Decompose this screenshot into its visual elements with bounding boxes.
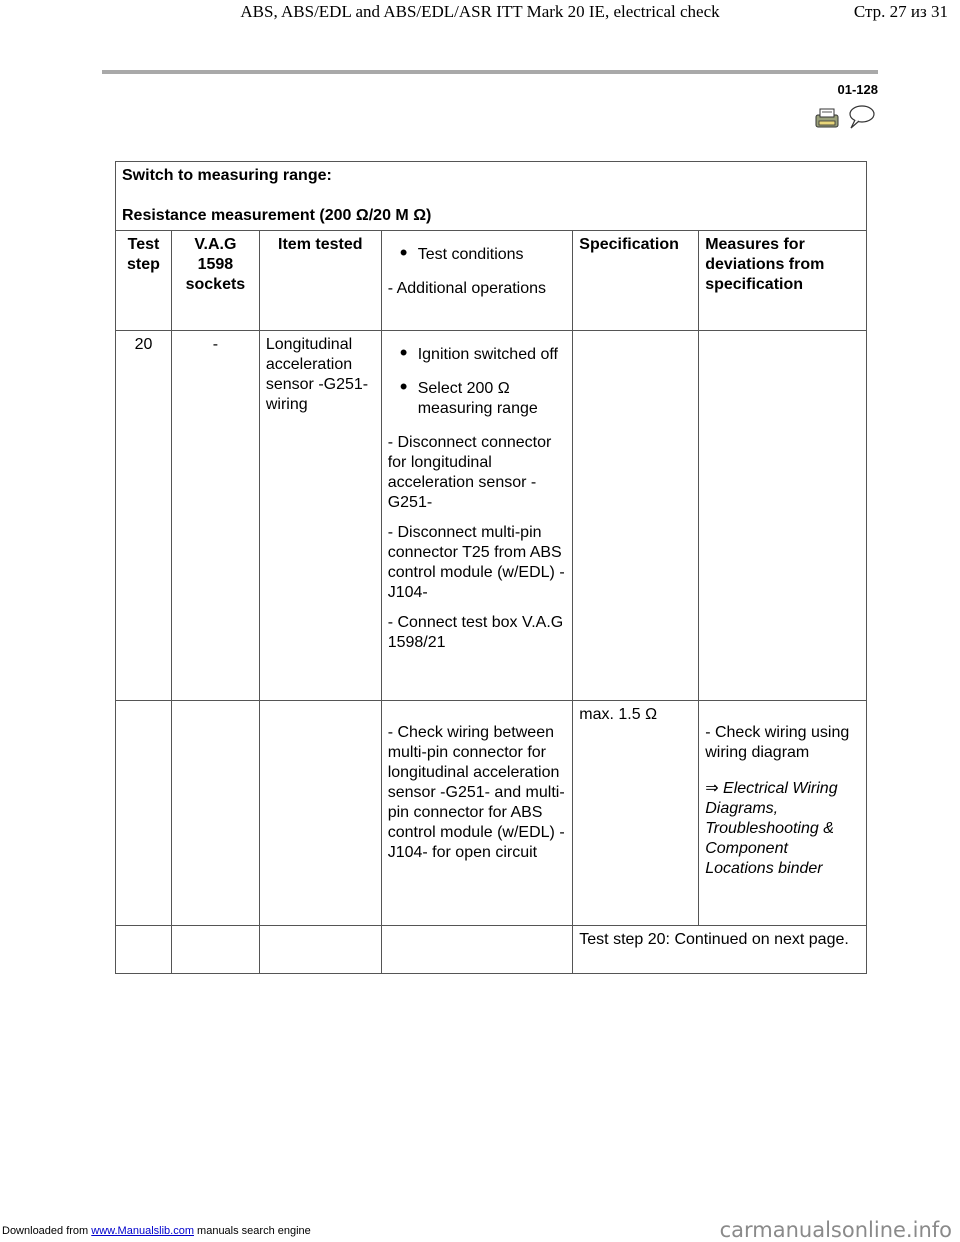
conditions-cell xyxy=(381,701,573,926)
header-bullet: • Test conditions xyxy=(388,245,567,265)
col-header-conditions xyxy=(381,231,573,331)
continued-note: Test step 20: Continued on next page. xyxy=(573,926,867,974)
table-row xyxy=(116,701,867,926)
sockets-cell: - xyxy=(171,331,259,701)
conditions-cell xyxy=(381,331,573,701)
wiring-diagram-link[interactable]: ⇒ Electrical Wiring Diagrams, Troubleshooting & Component Locations binder xyxy=(705,780,838,877)
col-header-step: Test step xyxy=(116,231,172,331)
doc-number: 01-128 xyxy=(837,82,878,97)
speech-bubble-icon[interactable] xyxy=(846,104,876,130)
spec-cell xyxy=(573,331,699,701)
footer-suffix: manuals search engine xyxy=(193,1225,311,1237)
col-header-spec: Specification xyxy=(573,231,699,331)
step-cell xyxy=(116,926,172,974)
step-cell: 20 xyxy=(116,331,172,701)
spec-cell: max. 1.5 Ω xyxy=(573,701,699,926)
intro-row xyxy=(116,162,867,231)
header-rule xyxy=(102,70,878,74)
intro-line-1: Switch to measuring range: xyxy=(122,167,332,184)
table-row xyxy=(116,926,867,974)
measures-cell xyxy=(699,331,867,701)
col-header-sockets: V.A.G 1598 sockets xyxy=(171,231,259,331)
operation-step: - Disconnect multi-pin connector T25 from ABS control module (w/EDL) -J104- xyxy=(387,524,565,601)
test-table xyxy=(115,161,867,974)
watermark: carmanualsonline.info xyxy=(719,1218,952,1242)
operation-step: - Disconnect connector for longitudinal acceleration sensor -G251- xyxy=(387,434,552,511)
intro-line-2: Resistance measurement (200 Ω/20 M Ω) xyxy=(122,207,432,224)
intro-cell xyxy=(116,162,867,231)
measure-step: - Check wiring using wiring diagram xyxy=(705,724,850,761)
item-cell xyxy=(259,701,381,926)
sockets-cell xyxy=(171,701,259,926)
document-title: ABS, ABS/EDL and ABS/EDL/ASR ITT Mark 20 IE, electrical check xyxy=(240,2,720,21)
printer-icon[interactable] xyxy=(814,106,840,130)
operation-step: - Connect test box V.A.G 1598/21 xyxy=(387,614,564,651)
col-header-item: Item tested xyxy=(259,231,381,331)
sockets-cell xyxy=(171,926,259,974)
conditions-cell xyxy=(381,926,573,974)
table-row xyxy=(116,331,867,701)
footer-prefix: Downloaded from xyxy=(2,1225,92,1237)
header-row xyxy=(116,231,867,331)
step-cell xyxy=(116,701,172,926)
item-cell: Longitudinal acceleration sensor -G251- wiring xyxy=(259,331,381,701)
download-footer xyxy=(2,1225,311,1237)
header-op: - Additional operations xyxy=(387,280,547,297)
manualslib-link[interactable]: www.Manualslib.com xyxy=(91,1225,194,1237)
measures-cell xyxy=(699,701,867,926)
condition-bullet: • Select 200 Ω measuring range xyxy=(388,379,567,419)
operation-step: - Check wiring between multi-pin connector for longitudinal acceleration sensor -G251- and multi-pin connector for ABS control module (w/EDL) -J104- for open circuit xyxy=(387,724,565,861)
page-counter: Стр. 27 из 31 xyxy=(853,2,948,21)
condition-bullet: • Ignition switched off xyxy=(388,345,567,365)
item-cell xyxy=(259,926,381,974)
col-header-measures: Measures for deviations from specification xyxy=(699,231,867,331)
